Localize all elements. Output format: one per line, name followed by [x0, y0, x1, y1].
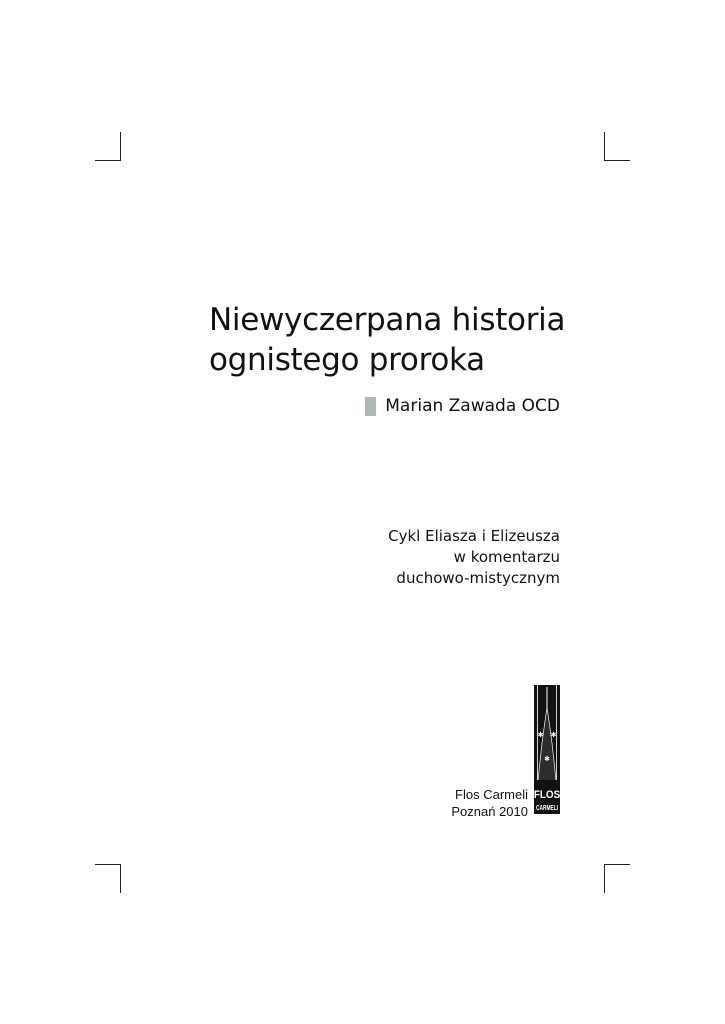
- subtitle-line: w komentarzu: [453, 548, 560, 566]
- crop-mark-bottom-left: [95, 864, 121, 893]
- crop-mark-top-left: [95, 132, 121, 161]
- author-marker: [365, 397, 376, 416]
- publisher-info: [451, 786, 528, 820]
- logo-text-line2: CARMELI: [536, 805, 559, 812]
- logo-text-line1: FLOS: [533, 789, 561, 802]
- svg-text:✱: ✱: [550, 731, 557, 739]
- author-row: [365, 396, 560, 416]
- book-title: [209, 300, 609, 380]
- author-name: Marian Zawada OCD: [385, 396, 560, 416]
- book-subtitle: [388, 526, 560, 589]
- svg-text:✱: ✱: [544, 755, 550, 763]
- publisher-logo: [534, 685, 560, 814]
- crop-mark-top-right: [604, 132, 630, 161]
- title-line: ognistego proroka: [209, 342, 485, 378]
- subtitle-line: Cykl Eliasza i Elizeusza: [388, 527, 560, 545]
- publisher-name: Flos Carmeli: [455, 787, 528, 802]
- publisher-place-year: Poznań 2010: [451, 804, 528, 819]
- crop-mark-bottom-right: [604, 864, 630, 893]
- svg-text:✱: ✱: [537, 731, 544, 739]
- title-line: Niewyczerpana historia: [209, 302, 566, 338]
- subtitle-line: duchowo-mistycznym: [396, 569, 560, 587]
